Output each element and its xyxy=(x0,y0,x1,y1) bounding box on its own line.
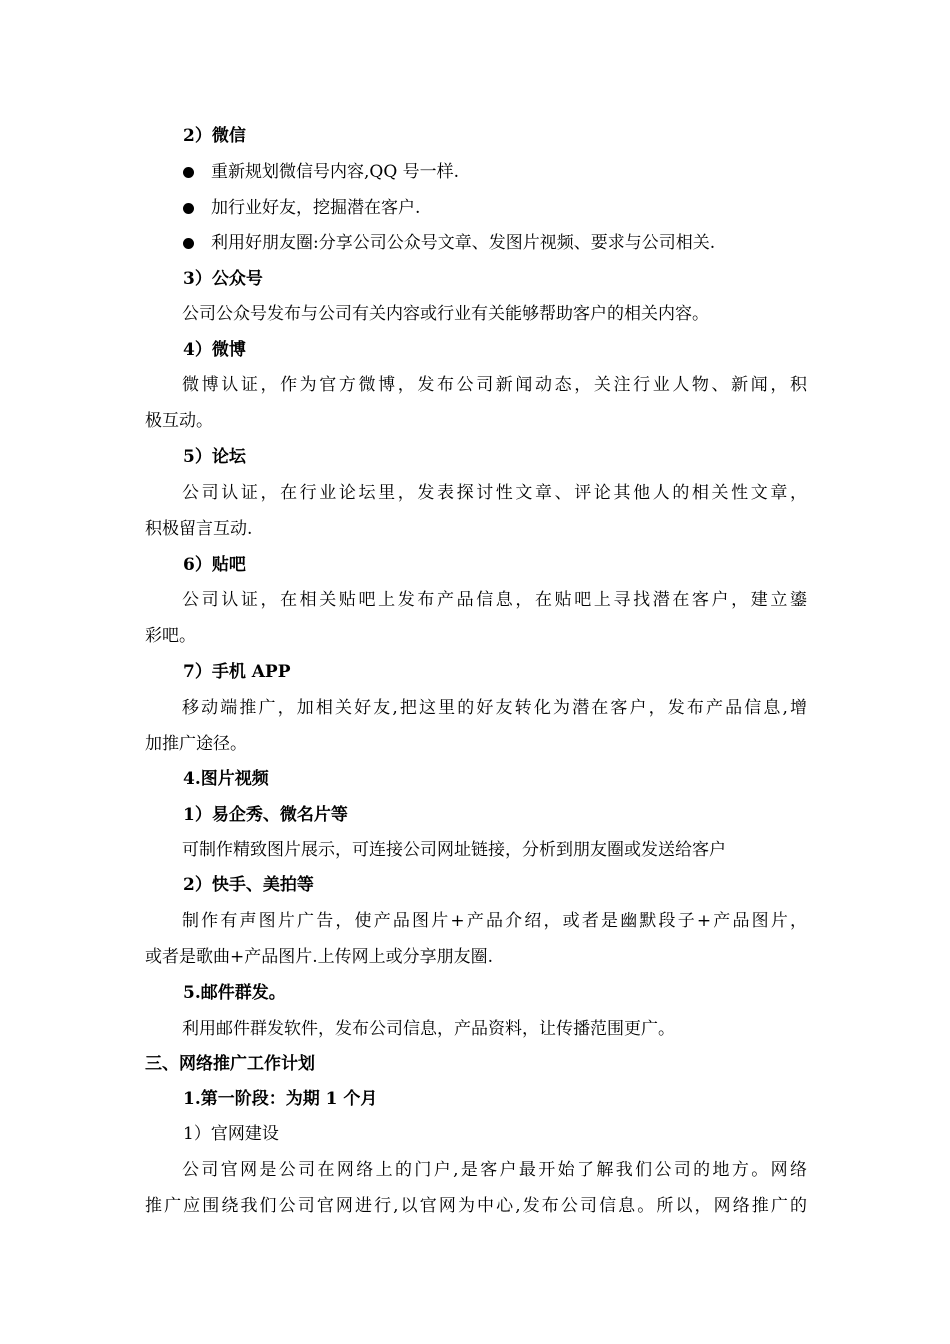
tieba-text-line-2: 彩吧。 xyxy=(145,626,196,646)
kuaishou-text-line-1: 制作有声图片广告，使产品图片+产品介绍，或者是幽默段子+产品图片， xyxy=(182,911,807,931)
mobile-app-heading: 7）手机 APP xyxy=(183,662,291,682)
yiqixiu-heading: 1）易企秀、微名片等 xyxy=(183,805,348,825)
website-heading: 1）官网建设 xyxy=(183,1124,279,1144)
mobile-app-text-line-2: 加推广途径。 xyxy=(145,734,247,754)
forum-text-line-1: 公司认证，在行业论坛里，发表探讨性文章、评论其他人的相关性文章， xyxy=(182,483,807,503)
tieba-text-line-1: 公司认证，在相关贴吧上发布产品信息，在贴吧上寻找潜在客户，建立鎏 xyxy=(182,590,807,610)
email-heading: 5.邮件群发。 xyxy=(183,983,286,1003)
bullet-icon xyxy=(183,203,194,214)
wechat-bullet-2: 加行业好友，挖掘潜在客户. xyxy=(211,198,421,218)
forum-heading: 5）论坛 xyxy=(183,447,246,467)
section-3-heading: 三、网络推广工作计划 xyxy=(145,1054,315,1074)
tieba-heading: 6）贴吧 xyxy=(183,555,246,575)
kuaishou-heading: 2）快手、美拍等 xyxy=(183,875,314,895)
mobile-app-text-line-1: 移动端推广，加相关好友,把这里的好友转化为潜在客户，发布产品信息,增 xyxy=(182,698,807,718)
weibo-text-line-1: 微博认证，作为官方微博，发布公司新闻动态，关注行业人物、新闻，积 xyxy=(182,375,807,395)
website-text-line-2: 推广应围绕我们公司官网进行,以官网为中心,发布公司信息。所以，网络推广的 xyxy=(145,1196,807,1216)
kuaishou-text-line-2: 或者是歌曲+产品图片.上传网上或分享朋友圈. xyxy=(145,947,494,967)
website-text-line-1: 公司官网是公司在网络上的门户,是客户最开始了解我们公司的地方。网络 xyxy=(182,1160,807,1180)
phase-1-heading: 1.第一阶段：为期 1 个月 xyxy=(183,1089,378,1109)
official-account-heading: 3）公众号 xyxy=(183,269,263,289)
wechat-bullet-1: 重新规划微信号内容,QQ 号一样. xyxy=(211,162,460,182)
email-text: 利用邮件群发软件，发布公司信息，产品资料，让传播范围更广。 xyxy=(182,1019,675,1039)
bullet-icon xyxy=(183,238,194,249)
wechat-heading: 2）微信 xyxy=(183,126,246,146)
bullet-icon xyxy=(183,167,194,178)
image-video-heading: 4.图片视频 xyxy=(183,769,269,789)
wechat-bullet-3: 利用好朋友圈:分享公司公众号文章、发图片视频、要求与公司相关. xyxy=(211,233,716,253)
weibo-text-line-2: 极互动。 xyxy=(145,411,213,431)
yiqixiu-text: 可制作精致图片展示，可连接公司网址链接，分析到朋友圈或发送给客户 xyxy=(182,840,726,860)
weibo-heading: 4）微博 xyxy=(183,340,246,360)
official-account-text: 公司公众号发布与公司有关内容或行业有关能够帮助客户的相关内容。 xyxy=(182,304,709,324)
forum-text-line-2: 积极留言互动. xyxy=(145,519,253,539)
